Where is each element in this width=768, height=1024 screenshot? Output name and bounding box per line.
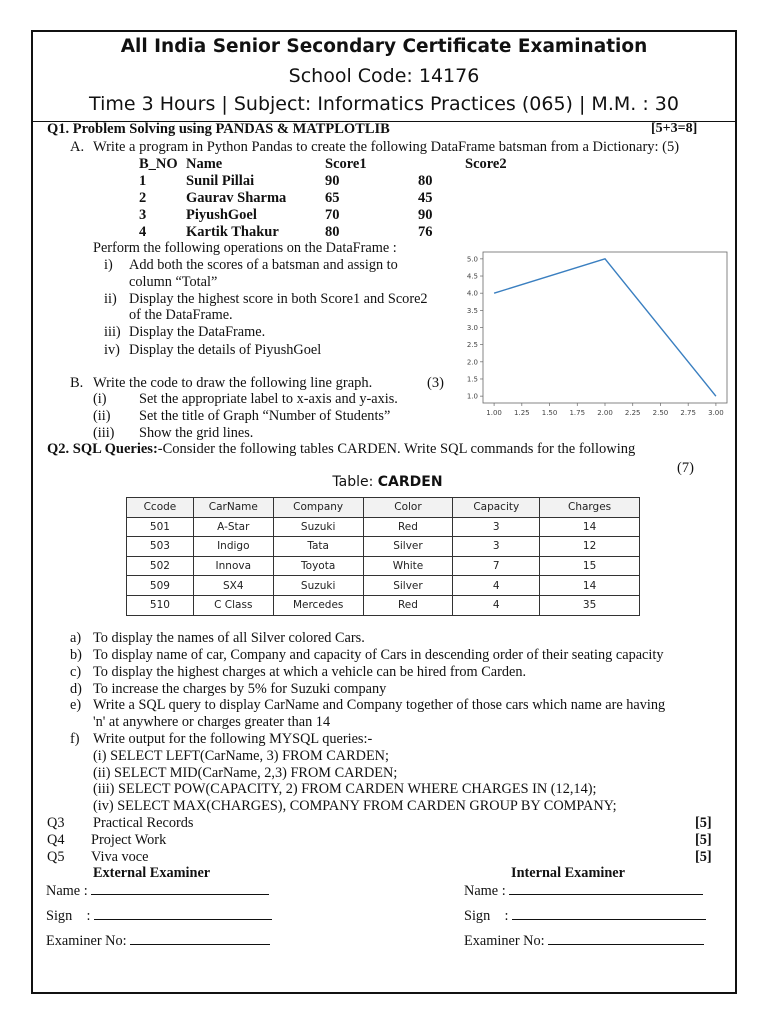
col-color: Color bbox=[363, 498, 453, 518]
carden-table bbox=[126, 497, 640, 616]
q1b-item-num: (ii) bbox=[93, 408, 111, 424]
df-col-score1: Score1 bbox=[325, 156, 367, 172]
table-caption bbox=[120, 474, 655, 490]
q2-heading-bold: Q2. SQL Queries: bbox=[47, 441, 158, 457]
sql-q-num: a) bbox=[70, 630, 82, 646]
op-text: Display the highest score in both Score1 and Score2 bbox=[129, 291, 428, 307]
question-marks: [5] bbox=[695, 815, 712, 831]
sign-label: Sign : bbox=[464, 908, 509, 924]
y-tick-label: 5.0 bbox=[466, 255, 478, 264]
operations-intro: Perform the following operations on the DataFrame : bbox=[93, 240, 397, 256]
table-cell: 4 bbox=[453, 576, 540, 596]
x-tick-label: 2.00 bbox=[597, 409, 613, 417]
sql-query: (iii) SELECT POW(CAPACITY, 2) FROM CARDEN WHERE CHARGES IN (12,14); bbox=[93, 781, 597, 797]
table-cell: 15 bbox=[540, 556, 640, 576]
sql-query: (i) SELECT LEFT(CarName, 3) FROM CARDEN; bbox=[93, 748, 389, 764]
table-row bbox=[127, 517, 640, 537]
examiner-no-blank[interactable] bbox=[130, 933, 270, 945]
x-tick-label: 1.00 bbox=[486, 409, 502, 417]
table-row bbox=[127, 556, 640, 576]
q1b-item-text: Set the appropriate label to x-axis and y-axis. bbox=[139, 391, 398, 407]
sql-q-text: Write output for the following MYSQL queries:- bbox=[93, 731, 373, 747]
q1-marks: [5+3=8] bbox=[651, 121, 698, 136]
df-cell: 80 bbox=[325, 224, 340, 240]
col-charges: Charges bbox=[540, 498, 640, 518]
q1b-marks: (3) bbox=[427, 375, 444, 391]
q2-heading-text: -Consider the following tables CARDEN. Write SQL commands for the following bbox=[157, 441, 636, 457]
table-cell: 3 bbox=[453, 537, 540, 557]
table-cell: Red bbox=[363, 517, 453, 537]
x-tick-label: 2.50 bbox=[652, 409, 669, 417]
internal-name-field[interactable] bbox=[464, 883, 703, 900]
plot-area bbox=[483, 252, 727, 403]
x-tick-label: 2.75 bbox=[680, 409, 696, 417]
df-cell: 4 bbox=[139, 224, 147, 240]
table-cell: White bbox=[363, 556, 453, 576]
df-cell: 80 bbox=[418, 173, 433, 189]
table-cell: Red bbox=[363, 595, 453, 615]
line-chart bbox=[455, 248, 735, 423]
op-text: of the DataFrame. bbox=[129, 307, 233, 323]
sql-q-text: To increase the charges by 5% for Suzuki company bbox=[93, 681, 387, 697]
table-cell: Suzuki bbox=[273, 517, 363, 537]
sql-q-num: e) bbox=[70, 697, 82, 713]
table-row bbox=[127, 595, 640, 615]
op-num: ii) bbox=[104, 291, 117, 307]
internal-sign-field[interactable] bbox=[464, 908, 706, 925]
x-tick-label: 1.75 bbox=[569, 409, 586, 417]
external-examiner-title: External Examiner bbox=[93, 865, 211, 881]
examiner-no-label: Examiner No: bbox=[464, 933, 545, 949]
table-cell: Mercedes bbox=[273, 595, 363, 615]
df-cell: 1 bbox=[139, 173, 147, 189]
name-blank[interactable] bbox=[91, 883, 269, 895]
df-cell: PiyushGoel bbox=[186, 207, 257, 223]
sql-query: (ii) SELECT MID(CarName, 2,3) FROM CARDEN; bbox=[93, 765, 398, 781]
external-examiner-no-field[interactable] bbox=[46, 933, 270, 950]
table-cell: Toyota bbox=[273, 556, 363, 576]
y-tick-label: 1.5 bbox=[466, 375, 478, 384]
external-name-field[interactable] bbox=[46, 883, 269, 900]
y-tick-label: 4.0 bbox=[466, 289, 478, 298]
op-text: column “Total” bbox=[129, 274, 218, 290]
sql-q-num: d) bbox=[70, 681, 82, 697]
op-text: Display the DataFrame. bbox=[129, 324, 266, 340]
x-tick-label: 2.25 bbox=[624, 409, 641, 417]
table-cell: Suzuki bbox=[273, 576, 363, 596]
sign-label: Sign : bbox=[46, 908, 91, 924]
table-cell: 510 bbox=[127, 595, 194, 615]
caption-table-name: CARDEN bbox=[377, 474, 443, 490]
table-cell: A-Star bbox=[193, 517, 273, 537]
table-row bbox=[127, 576, 640, 596]
table-cell: C Class bbox=[193, 595, 273, 615]
col-carname: CarName bbox=[193, 498, 273, 518]
op-num: i) bbox=[104, 257, 113, 273]
sql-q-num: c) bbox=[70, 664, 82, 680]
sql-query: (iv) SELECT MAX(CHARGES), COMPANY FROM CARDEN GROUP BY COMPANY; bbox=[93, 798, 617, 814]
op-text: Display the details of PiyushGoel bbox=[129, 342, 322, 358]
internal-examiner-title: Internal Examiner bbox=[511, 865, 625, 881]
op-num: iii) bbox=[104, 324, 121, 340]
name-label: Name : bbox=[464, 883, 506, 899]
df-col-bno: B_NO bbox=[139, 156, 178, 172]
table-cell: 509 bbox=[127, 576, 194, 596]
sign-blank[interactable] bbox=[94, 908, 272, 920]
table-cell: 502 bbox=[127, 556, 194, 576]
table-cell: 12 bbox=[540, 537, 640, 557]
q1a-label: A. bbox=[70, 139, 85, 155]
y-tick-label: 3.0 bbox=[466, 324, 478, 332]
q2-marks: (7) bbox=[677, 460, 694, 476]
df-col-name: Name bbox=[186, 156, 223, 172]
df-cell: Kartik Thakur bbox=[186, 224, 279, 240]
sql-q-num: f) bbox=[70, 731, 80, 747]
y-tick-label: 2.5 bbox=[466, 341, 478, 350]
table-cell: SX4 bbox=[193, 576, 273, 596]
table-row bbox=[127, 537, 640, 557]
question-text: Practical Records bbox=[93, 815, 194, 831]
q2-heading bbox=[47, 441, 635, 458]
df-cell: 2 bbox=[139, 190, 147, 206]
examiner-no-label: Examiner No: bbox=[46, 933, 127, 949]
name-blank[interactable] bbox=[509, 883, 703, 895]
y-tick-label: 3.5 bbox=[466, 306, 478, 315]
table-cell: 4 bbox=[453, 595, 540, 615]
col-ccode: Ccode bbox=[127, 498, 194, 518]
df-cell: 90 bbox=[325, 173, 340, 189]
df-col-score2: Score2 bbox=[465, 156, 507, 172]
table-cell: Tata bbox=[273, 537, 363, 557]
df-cell: 45 bbox=[418, 190, 433, 206]
col-company: Company bbox=[273, 498, 363, 518]
sql-q-text: To display the highest charges at which a vehicle can be hired from Carden. bbox=[93, 664, 527, 680]
df-cell: Sunil Pillai bbox=[186, 173, 255, 189]
question-marks: [5] bbox=[695, 849, 712, 865]
table-cell: 14 bbox=[540, 576, 640, 596]
table-header-row bbox=[127, 498, 640, 518]
sql-q-text: Write a SQL query to display CarName and Company together of those cars which name are having bbox=[93, 697, 666, 713]
caption-prefix: Table: bbox=[332, 474, 378, 490]
df-cell: 76 bbox=[418, 224, 433, 240]
y-tick-label: 4.5 bbox=[466, 272, 478, 281]
q1b-item-text: Show the grid lines. bbox=[139, 425, 254, 441]
internal-examiner-no-field[interactable] bbox=[464, 933, 704, 950]
school-code: School Code: 14176 bbox=[288, 65, 480, 87]
q1b-text: Write the code to draw the following line graph. bbox=[93, 375, 373, 391]
table-cell: 503 bbox=[127, 537, 194, 557]
sql-q-num: b) bbox=[70, 647, 82, 663]
exam-meta: Time 3 Hours | Subject: Informatics Practices (065) | M.M. : 30 bbox=[89, 93, 679, 115]
examiner-no-blank[interactable] bbox=[548, 933, 704, 945]
sql-q-text: To display name of car, Company and capacity of Cars in descending order of their seating capacity bbox=[93, 647, 664, 663]
df-cell: 3 bbox=[139, 207, 147, 223]
table-cell: 35 bbox=[540, 595, 640, 615]
x-tick-label: 1.25 bbox=[514, 409, 530, 417]
q1b-item-num: (iii) bbox=[93, 425, 115, 441]
line-chart-svg bbox=[455, 248, 735, 423]
table-cell: Innova bbox=[193, 556, 273, 576]
op-num: iv) bbox=[104, 342, 120, 358]
op-text: Add both the scores of a batsman and assign to bbox=[129, 257, 398, 273]
y-tick-label: 1.0 bbox=[466, 392, 478, 401]
table-cell: 501 bbox=[127, 517, 194, 537]
table-cell: Indigo bbox=[193, 537, 273, 557]
table-cell: Silver bbox=[363, 537, 453, 557]
name-label: Name : bbox=[46, 883, 88, 899]
sql-q-text: To display the names of all Silver colored Cars. bbox=[93, 630, 365, 646]
q1b-item-text: Set the title of Graph “Number of Students” bbox=[139, 408, 391, 424]
q1b-item-num: (i) bbox=[93, 391, 107, 407]
question-marks: [5] bbox=[695, 832, 712, 848]
x-tick-label: 3.00 bbox=[708, 409, 724, 417]
df-cell: 90 bbox=[418, 207, 433, 223]
table-cell: Silver bbox=[363, 576, 453, 596]
q1b-label: B. bbox=[70, 375, 84, 391]
table-cell: 3 bbox=[453, 517, 540, 537]
sql-q-text: 'n' at anywhere or charges greater than 14 bbox=[93, 714, 331, 730]
y-tick-label: 2.0 bbox=[466, 358, 478, 367]
question-num: Q3 bbox=[47, 815, 65, 831]
table-cell: 7 bbox=[453, 556, 540, 576]
col-capacity: Capacity bbox=[453, 498, 540, 518]
question-num: Q5 bbox=[47, 849, 65, 865]
external-sign-field[interactable] bbox=[46, 908, 272, 925]
question-text: Project Work bbox=[91, 832, 167, 848]
q1a-text: Write a program in Python Pandas to create the following DataFrame batsman from a Dictionary: (5) bbox=[93, 139, 680, 155]
sign-blank[interactable] bbox=[512, 908, 706, 920]
df-cell: 65 bbox=[325, 190, 340, 206]
table-cell: 14 bbox=[540, 517, 640, 537]
exam-title: All India Senior Secondary Certificate Examination bbox=[120, 36, 648, 57]
question-num: Q4 bbox=[47, 832, 65, 848]
x-tick-label: 1.50 bbox=[541, 409, 558, 417]
df-cell: Gaurav Sharma bbox=[186, 190, 287, 206]
q1-heading: Q1. Problem Solving using PANDAS & MATPLOTLIB bbox=[47, 121, 390, 137]
question-text: Viva voce bbox=[91, 849, 149, 865]
df-cell: 70 bbox=[325, 207, 340, 223]
